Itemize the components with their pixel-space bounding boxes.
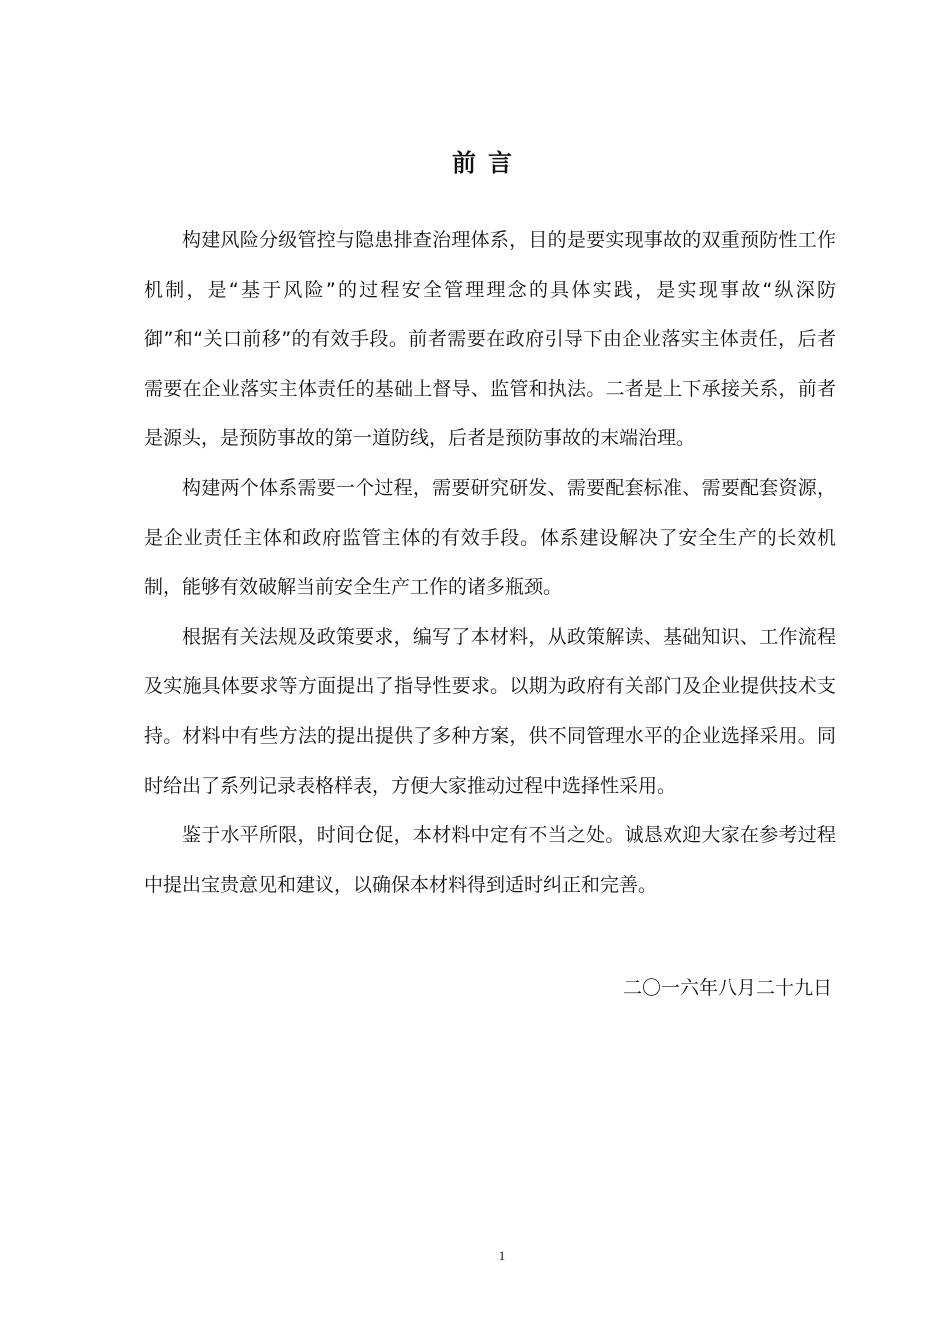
document-date: 二〇一六年八月二十九日 bbox=[622, 977, 832, 999]
paragraph-1: 构建风险分级管控与隐患排查治理体系，目的是要实现事故的双重预防性工作机制，是“基于风险”的过程安全管理理念的具体实践，是实现事故“纵深防御”和“关口前移”的有效手段。前者需要在政府引导下由企业落实主体责任，后者需要在企业落实主体责任的基础上督导、监管和执法。二者是上下承接关系，前者是源头，是预防事故的第一道防线，后者是预防事故的末端治理。 bbox=[144, 229, 836, 450]
page-number: 1 bbox=[498, 1248, 506, 1263]
page-title: 前言 bbox=[452, 149, 524, 177]
paragraph-4: 鉴于水平所限，时间仓促，本材料中定有不当之处。诚恳欢迎大家在参考过程中提出宝贵意见和建议，以确保本材料得到适时纠正和完善。 bbox=[144, 824, 836, 896]
paragraph-3: 根据有关法规及政策要求，编写了本材料，从政策解读、基础知识、工作流程及实施具体要求等方面提出了指导性要求。以期为政府有关部门及企业提供技术支持。材料中有些方法的提出提供了多种方案，供不同管理水平的企业选择采用。同时给出了系列记录表格样表，方便大家推动过程中选择性采用。 bbox=[144, 625, 836, 797]
preface-body bbox=[144, 216, 836, 910]
paragraph-2: 构建两个体系需要一个过程，需要研究研发、需要配套标准、需要配套资源，是企业责任主体和政府监管主体的有效手段。体系建设解决了安全生产的长效机制，能够有效破解当前安全生产工作的诸多瓶颈。 bbox=[144, 476, 836, 599]
